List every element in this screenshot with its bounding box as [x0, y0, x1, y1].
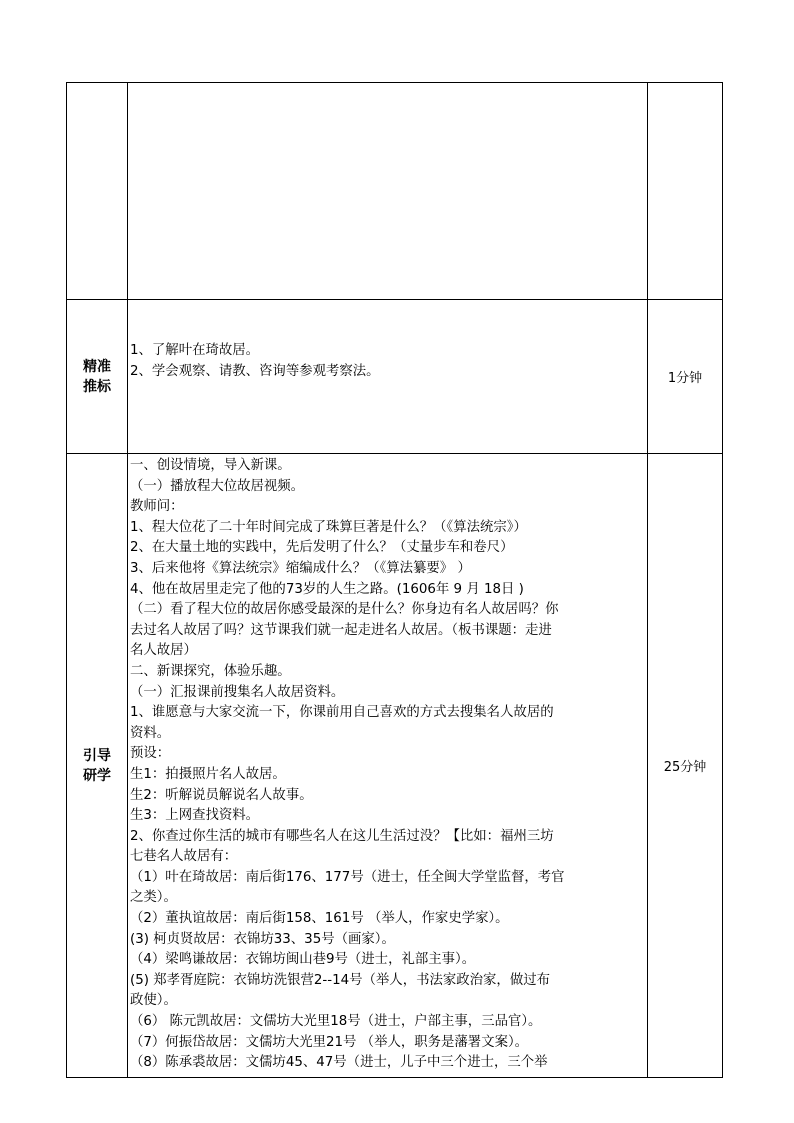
content-line: 生3：上网查找资料。 — [130, 808, 260, 824]
content-line: (3) 柯贞贤故居：衣锦坊33、35号（画家）。 — [130, 931, 395, 947]
category-label-line: 研学 — [83, 767, 111, 784]
duration-label: 1分钟 — [667, 371, 703, 386]
content-line: （2）董执谊故居：南后街158、161号 （举人，作家史学家）。 — [130, 911, 509, 927]
goal-content-cell — [128, 341, 647, 401]
guided-study-content-cell — [128, 456, 647, 1077]
category-cell-precise-goal — [67, 300, 127, 453]
category-label-line: 引导 — [83, 747, 111, 764]
category-cell-guided-study — [67, 454, 127, 1077]
content-line: 生1：拍摄照片名人故居。 — [130, 766, 286, 782]
content-line: （一）播放程大位故居视频。 — [130, 478, 305, 494]
content-line: 二、新课探究，体验乐趣。 — [130, 663, 291, 679]
duration-label: 25分钟 — [663, 760, 707, 775]
content-line: 政使）。 — [130, 993, 177, 1009]
content-line: 2、你查过你生活的城市有哪些名人在这儿生活过没？【比如：福州三坊 — [130, 828, 554, 844]
content-line: （1）叶在琦故居：南后街176、177号（进士，任全闽大学堂监督，考官 — [130, 869, 565, 885]
content-line: (5) 郑孝胥庭院：衣锦坊洗银营2--14号（举人，书法家政治家，做过布 — [130, 972, 550, 988]
content-line: （4）梁鸣谦故居：衣锦坊闽山巷9号（进士，礼部主事）。 — [130, 952, 476, 968]
content-line: 2、学会观察、请教、咨询等参观考察法。 — [130, 363, 380, 379]
content-line: 1、程大位花了二十年时间完成了珠算巨著是什么？（《算法统宗》） — [130, 519, 527, 535]
content-line: 2、在大量土地的实践中，先后发明了什么？（丈量步车和卷尺） — [130, 540, 514, 556]
content-line: 七巷名人故居有： — [130, 849, 238, 865]
category-label-line: 推标 — [83, 378, 111, 395]
content-line: 名人故居） — [130, 643, 197, 659]
content-line: 一、创设情境，导入新课。 — [130, 458, 291, 473]
content-line: （一）汇报课前搜集名人故居资料。 — [130, 684, 345, 700]
table-border-bottom — [66, 1077, 723, 1078]
content-line: （二）看了程大位的故居你感受最深的是什么？你身边有名人故居吗？你 — [130, 602, 559, 618]
content-line: 3、后来他将《算法统宗》缩编成什么？（《算法纂要》 ） — [130, 560, 471, 576]
content-line: 去过名人故居了吗？这节课我们就一起走进名人故居。（板书课题：走进 — [130, 622, 552, 638]
content-line: 资料。 — [130, 725, 171, 741]
category-label-line: 精准 — [83, 358, 111, 375]
content-line: （6） 陈元凯故居：文儒坊大光里18号（进士，户部主事，三品官）。 — [130, 1014, 542, 1030]
content-line: 4、他在故居里走完了他的73岁的人生之路。(1606年 9 月 18日 ) — [130, 581, 524, 597]
content-line: （7）何振岱故居：文儒坊大光里21号 （举人，职务是藩署文案）。 — [130, 1034, 529, 1050]
content-line: 之类）。 — [130, 890, 177, 906]
content-line: （8）陈承裘故居：文儒坊45、47号（进士，儿子中三个进士，三个举 — [130, 1055, 548, 1071]
time-cell — [648, 454, 722, 1077]
content-line: 教师问： — [130, 499, 184, 515]
table-row-divider — [66, 299, 723, 300]
table-row — [67, 83, 722, 299]
time-cell — [648, 300, 722, 453]
table-row-divider — [66, 453, 723, 454]
content-line: 生2：听解说员解说名人故事。 — [130, 787, 313, 803]
content-line: 预设： — [130, 746, 171, 762]
content-line: 1、了解叶在琦故居。 — [130, 343, 260, 358]
table-border-right — [722, 82, 723, 1078]
content-line: 1、谁愿意与大家交流一下，你课前用自己喜欢的方式去搜集名人故居的 — [130, 705, 554, 721]
